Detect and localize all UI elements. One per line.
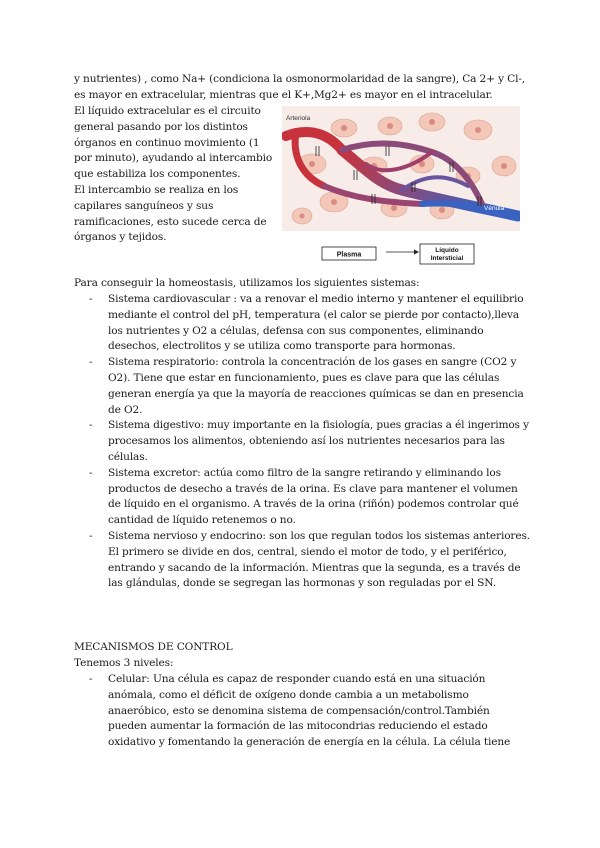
arteriole-label: Arteriola <box>286 115 311 122</box>
intro-line-2: es mayor en extracelular, mientras que el K+,Mg2+ es mayor en el intracelular. <box>74 88 493 101</box>
bullet-dash: - <box>89 293 93 305</box>
intro-paragraph <box>74 72 530 104</box>
extracellular-paragraph-2: El intercambio se realiza en los capilares sanguíneos y sus ramificaciones, esto sucede cerca de órganos y tejidos. <box>74 183 267 244</box>
list-item-text: Celular: Una célula es capaz de responder cuando está en una situación anómala, como el déficit de oxígeno donde cambia a un metabolismo anaeróbico, esto se denomina sistema de compensación/control.También pueden aumentar la formación de las mitocondrias reduciendo el estado oxidativo y fomentando la generación de energía en la célula. La célula tiene <box>108 673 511 749</box>
list-item-respiratory <box>74 355 530 418</box>
extracellular-paragraph-1: El líquido extracelular es el circuito general pasando por los distintos órganos en continuo movimiento (1 por minuto), ayudando al intercambio que estabiliza los componentes. <box>74 105 273 181</box>
bullet-dash: - <box>89 466 93 479</box>
list-item-digestive <box>74 418 530 465</box>
list-item-text: Sistema nervioso y endocrino: son los que regulan todos los sistemas anteriores. El primero se divide en dos, central, siendo el motor de todo, y el periférico, entrando y sacando de la información. Mientras que la segunda, es a través de las glándulas, donde se segregan las hormonas y son reguladas por el SN. <box>108 529 530 590</box>
bullet-dash: - <box>89 356 93 369</box>
control-levels-list <box>74 672 530 751</box>
legend-interstitial-label-2: Intersticial <box>430 255 464 262</box>
capillary-exchange-figure <box>282 106 520 266</box>
bullet-dash: - <box>89 419 93 432</box>
bullet-dash: - <box>89 529 93 542</box>
intro-line-1: y nutrientes) , como Na+ (condiciona la osmonormolaridad de la sangre), Ca 2+ y Cl-, <box>74 73 525 85</box>
control-subheading: Tenemos 3 niveles: <box>74 657 174 669</box>
legend-interstitial-label-1: Líquido <box>435 247 459 254</box>
list-item-text: Sistema respiratorio: controla la concentración de los gases en sangre (CO2 y O2). Tiene que estar en funcionamiento, pues es clave para que las células generan energía ya que la mayoría de reacciones químicas se dan en presencia de O2. <box>108 356 524 416</box>
list-item-excretory <box>74 466 530 529</box>
legend-plasma-label: Plasma <box>336 251 362 259</box>
bullet-dash: - <box>89 673 93 685</box>
extracellular-fluid-text <box>74 104 274 246</box>
legend-arrow-head <box>414 250 419 255</box>
list-item-text: Sistema excretor: actúa como filtro de la sangre retirando y eliminando los productos de desecho a través de la orina. Es clave para mantener el volumen de líquido en el organismo. A través de la orina (riñón) podemos controlar qué cantidad de líquido retenemos o no. <box>108 466 519 527</box>
list-item-text: Sistema digestivo: muy importante en la fisiología, pues gracias a él ingerimos y procesamos los alimentos, obteniendo así los nutrientes necesarios para las células. <box>108 419 529 463</box>
list-item-cardiovascular <box>74 292 530 355</box>
venule-label: Vénula <box>484 205 505 212</box>
systems-list <box>74 292 530 592</box>
control-heading: MECANISMOS DE CONTROL <box>74 641 233 653</box>
figure-legend <box>322 244 474 264</box>
list-item-nervous-endocrine <box>74 529 530 592</box>
list-item-text: Sistema cardiovascular : va a renovar el medio interno y mantener el equilibrio mediante el control del pH, temperatura (el calor se pierde por contacto),lleva los nutrientes y O2 a células, defensa con sus componentes, eliminando desechos, electrolitos y se utiliza como transporte para hormonas. <box>108 293 524 353</box>
systems-intro: Para conseguir la homeostasis, utilizamos los siguientes sistemas: <box>74 277 420 289</box>
list-item-cellular <box>74 672 530 751</box>
